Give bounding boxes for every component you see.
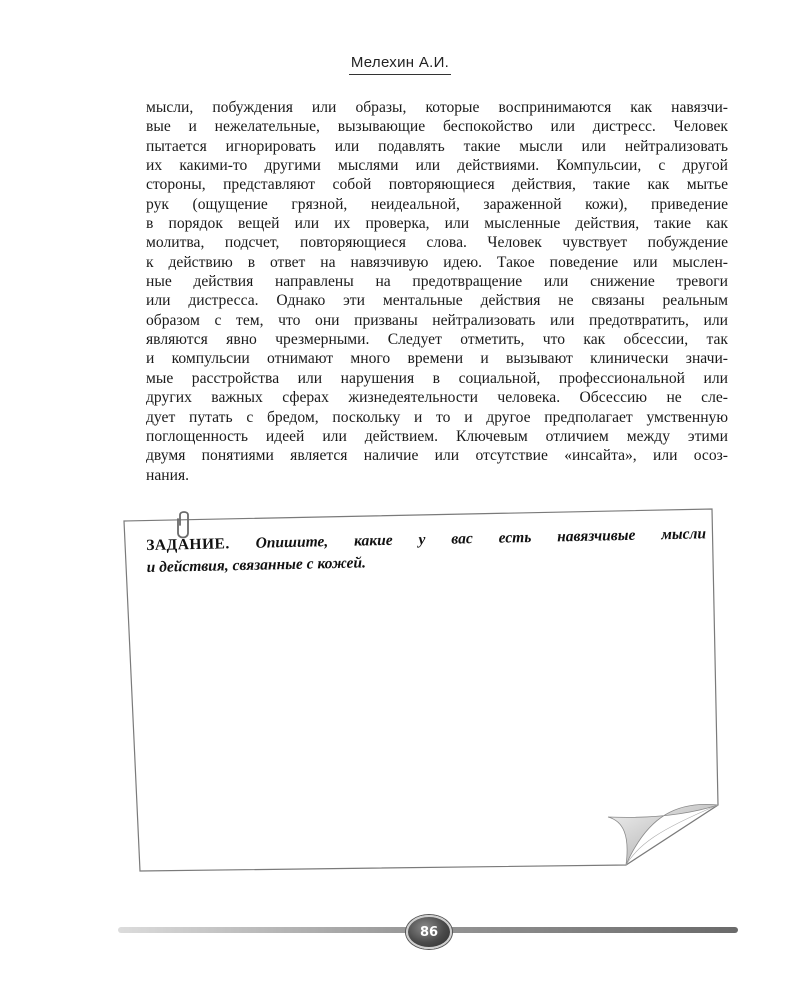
text-line: стороны, представляют собой повторяющиеся действия, такие как мытье xyxy=(146,176,728,194)
text-line: или дистресса. Однако эти ментальные действия не связаны реальным xyxy=(146,292,728,310)
running-header xyxy=(0,52,800,75)
text-line: нания. xyxy=(146,466,190,484)
text-line: ные действия направлены на предотвращение или снижение тревоги xyxy=(146,273,728,291)
text-line: двумя понятиями является наличие или отсутствие «инсайта», или осоз- xyxy=(146,447,728,465)
task-text-line2: и действия, связанные с кожей. xyxy=(146,554,367,576)
text-line: поглощенность идеей или действием. Ключевым отличием между этими xyxy=(146,427,728,445)
text-line: в порядок вещей или их проверка, или мысленные действия, такие как xyxy=(146,215,728,233)
text-line: образом с тем, что они призваны нейтрализовать или предотвратить, или xyxy=(146,311,728,329)
text-line: мысли, побуждения или образы, которые воспринимаются как навязчи- xyxy=(146,99,728,116)
page-number-badge xyxy=(406,915,452,949)
text-line: к действию в ответ на навязчивую идею. Такое поведение или мыслен- xyxy=(146,253,728,271)
text-line: дует путать с бредом, поскольку и то и другое предполагает умственную xyxy=(146,408,728,426)
text-line: рук (ощущение грязной, неидеальной, зараженной кожи), приведение xyxy=(146,195,728,213)
text-line: других важных сферах жизнедеятельности человека. Обсессию не сле- xyxy=(146,389,728,407)
text-line: и компульсии отнимают много времени и вызывают клинически значи- xyxy=(146,350,728,368)
text-line: являются явно чрезмерными. Следует отметить, что как обсессии, так xyxy=(146,331,728,349)
text-line: молитва, подсчет, повторяющиеся слова. Человек чувствует побуждение xyxy=(146,234,728,252)
body-paragraph xyxy=(146,98,728,485)
text-line: их какими-то другими мыслями или действиями. Компульсии, с другой xyxy=(146,157,728,175)
task-text-line1: Опишите, какие у вас есть навязчивые мысли xyxy=(255,525,707,552)
text-line: пытается игнорировать или подавлять такие мысли или нейтрализовать xyxy=(146,137,728,155)
task-label: ЗАДАНИЕ. xyxy=(146,535,230,554)
page-number: 86 xyxy=(419,924,439,940)
text-line: мые расстройства или нарушения в социальной, профессиональной или xyxy=(146,369,728,387)
author-name: Мелехин А.И. xyxy=(349,54,451,75)
text-line: вые и нежелательные, вызывающие беспокойство или дистресс. Человек xyxy=(146,118,728,136)
